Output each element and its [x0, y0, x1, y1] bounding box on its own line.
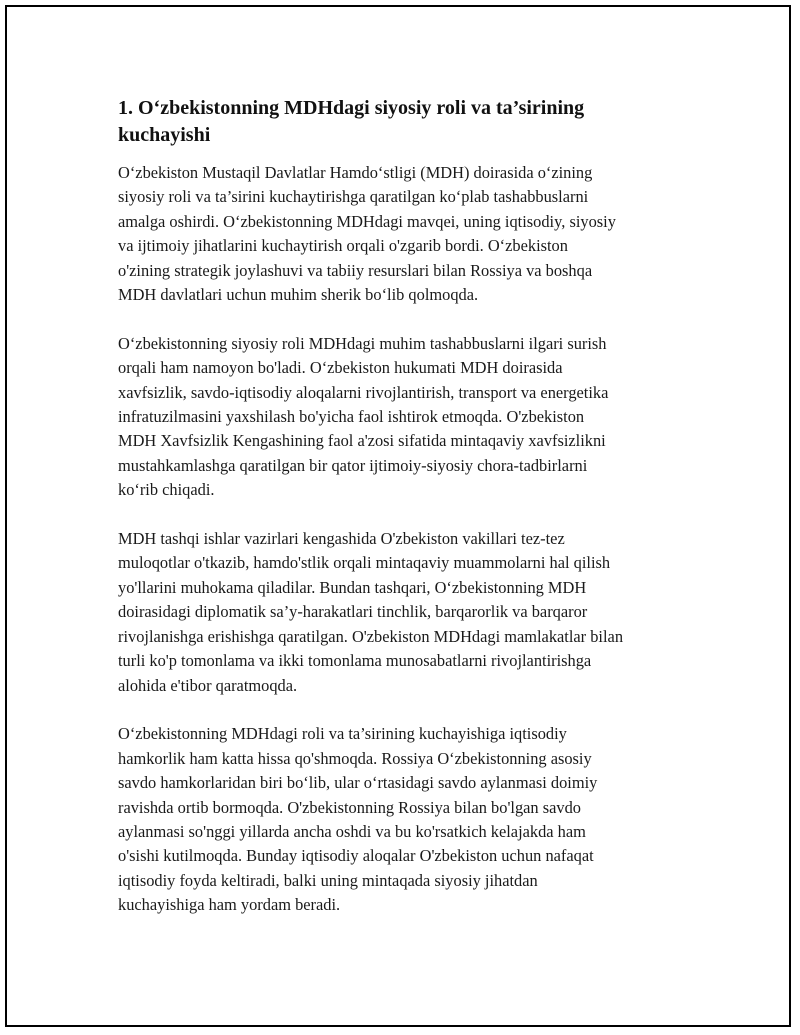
paragraph-1: O‘zbekiston Mustaqil Davlatlar Hamdo‘stligi (MDH) doirasida o‘zining siyosiy roli va ta’sirini kuchaytirishga qaratilgan ko‘plab tashabbuslarni amalga oshirdi. O‘zbekistonning MDHdagi mavqei, uning iqtisodiy, siyosiy va ijtimoiy jihatlarini kuchaytirish orqali o'zgarib bordi. O‘zbekiston o'zining strategik joylashuvi va tabiiy resurslari bilan Rossiya va boshqa MDH davlatlari uchun muhim sherik bo‘lib qolmoqda.: [118, 163, 616, 305]
paragraph-3: MDH tashqi ishlar vazirlari kengashida O'zbekiston vakillari tez-tez muloqotlar o'tkazib, hamdo'stlik orqali mintaqaviy muammolarni hal qilish yo'llarini muhokama qiladilar. Bundan tashqari, O‘zbekistonning MDH doirasidagi diplomatik sa’y-harakatlari tinchlik, barqarorlik va barqaror rivojlanishga erishishga qaratilgan. O'zbekiston MDHdagi mamlakatlar bilan turli ko'p tomonlama va ikki tomonlama munosabatlarni rivojlantirishga alohida e'tibor qaratmoqda.: [118, 529, 624, 695]
section-heading: 1. O‘zbekistonning MDHdagi siyosiy roli va ta’sirining kuchayishi: [118, 97, 585, 146]
paragraph-4: O‘zbekistonning MDHdagi roli va ta’sirining kuchayishiga iqtisodiy hamkorlik ham katta hissa qo'shmoqda. Rossiya O‘zbekistonning asosiy savdo hamkorlaridan biri bo‘lib, ular o‘rtasidagi savdo aylanmasi doimiy ravishda ortib bormoqda. O'zbekistonning Rossiya bilan bo'lgan savdo aylanmasi so'nggi yillarda ancha oshdi va bu ko'rsatkich kelajakda ham o'sishi kutilmoqda. Bunday iqtisodiy aloqalar O'zbekiston uchun nafaqat iqtisodiy foyda keltiradi, balki uning mintaqada siyosiy jihatdan kuchayishiga ham yordam beradi.: [118, 724, 598, 915]
document-body: [118, 95, 698, 942]
paragraph-2: O‘zbekistonning siyosiy roli MDHdagi muhim tashabbuslarni ilgari surish orqali ham namoyon bo'ladi. O‘zbekiston hukumati MDH doirasida xavfsizlik, savdo-iqtisodiy aloqalarni rivojlantirish, transport va energetika infratuzilmasini yaxshilash bo'yicha faol ishtirok etmoqda. O'zbekiston MDH Xavfsizlik Kengashining faol a'zosi sifatida mintaqaviy xavfsizlikni mustahkamlashga qaratilgan bir qator ijtimoiy-siyosiy chora-tadbirlarni ko‘rib chiqadi.: [118, 333, 609, 500]
